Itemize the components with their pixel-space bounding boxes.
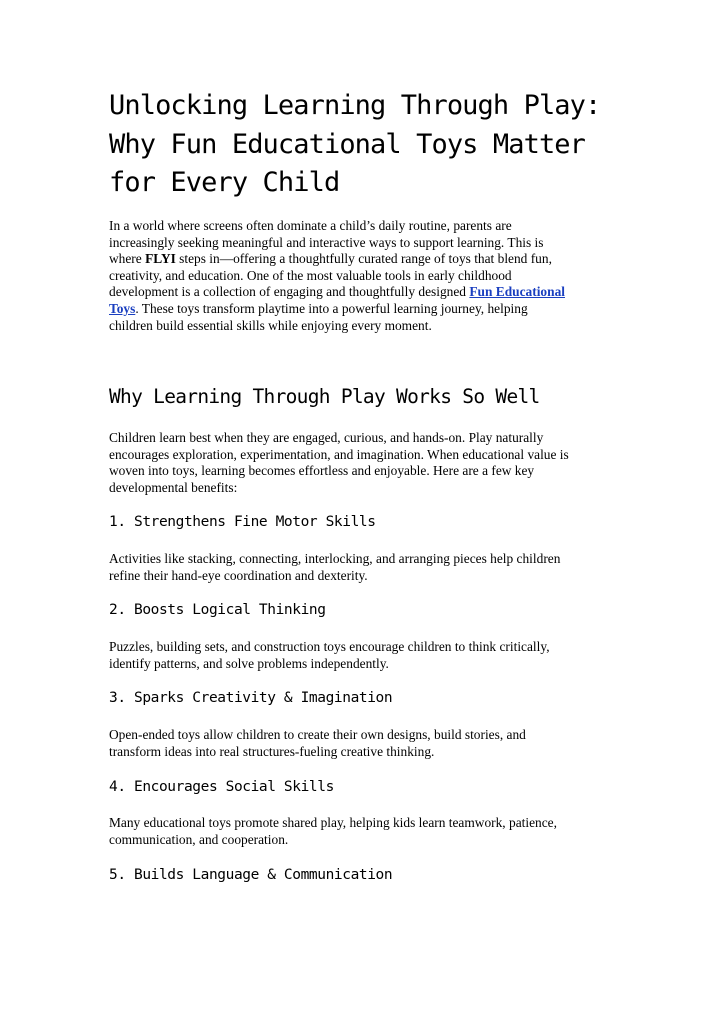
text-fragment: where <box>109 251 146 267</box>
benefit-paragraph <box>109 551 619 584</box>
title-line: for Every Child <box>109 167 340 198</box>
benefit-paragraph <box>109 727 619 760</box>
text-line: encourages exploration, experimentation, and imagination. When educational value is <box>109 446 569 462</box>
text-line: refine their hand-eye coordination and dexterity. <box>109 567 368 583</box>
benefit-paragraph <box>109 639 619 672</box>
title-line: Unlocking Learning Through Play: <box>109 90 601 121</box>
benefit-heading: 2. Boosts Logical Thinking <box>109 602 326 618</box>
text-line <box>109 301 619 318</box>
text-line: increasingly seeking meaningful and interactive ways to support learning. This is <box>109 234 544 250</box>
text-fragment: . These toys transform playtime into a powerful learning journey, helping <box>135 300 528 316</box>
benefit-heading: 1. Strengthens Fine Motor Skills <box>109 514 376 530</box>
benefit-heading: 3. Sparks Creativity & Imagination <box>109 690 393 706</box>
text-line: developmental benefits: <box>109 479 238 495</box>
intro-paragraph <box>109 218 619 334</box>
text-line: Many educational toys promote shared play, helping kids learn teamwork, patience, <box>109 815 557 830</box>
section-heading: Why Learning Through Play Works So Well <box>109 385 540 408</box>
text-line <box>109 251 619 268</box>
text-line: Activities like stacking, connecting, interlocking, and arranging pieces help children <box>109 551 561 566</box>
text-line: In a world where screens often dominate a child’s daily routine, parents are <box>109 218 512 233</box>
text-line: communication, and cooperation. <box>109 831 289 847</box>
text-line: identify patterns, and solve problems independently. <box>109 655 389 671</box>
text-fragment: development is a collection of engaging and thoughtfully designed <box>109 284 470 300</box>
text-line <box>109 284 619 301</box>
text-fragment: steps in—offering a thoughtfully curated range of toys that blend fun, <box>175 251 552 267</box>
title-line: Why Fun Educational Toys Matter <box>109 128 586 160</box>
benefit-heading: 5. Builds Language & Communication <box>109 867 393 883</box>
text-line: woven into toys, learning becomes effortless and enjoyable. Here are a few key <box>109 463 535 479</box>
section-paragraph <box>109 430 619 496</box>
text-line: Children learn best when they are engaged, curious, and hands-on. Play naturally <box>109 430 544 445</box>
text-line: Puzzles, building sets, and construction toys encourage children to think critically, <box>109 639 550 654</box>
text-line: transform ideas into real structures-fueling creative thinking. <box>109 743 435 759</box>
benefit-paragraph <box>109 815 619 848</box>
fun-educational-toys-link[interactable]: Fun Educational <box>469 284 565 300</box>
fun-educational-toys-link-continued[interactable]: Toys <box>109 300 136 316</box>
text-line: creativity, and education. One of the most valuable tools in early childhood <box>109 267 512 283</box>
page-title <box>109 87 629 203</box>
brand-name: FLYI <box>145 251 176 267</box>
text-line: children build essential skills while enjoying every moment. <box>109 317 432 333</box>
text-line: Open-ended toys allow children to create their own designs, build stories, and <box>109 727 526 742</box>
benefit-heading: 4. Encourages Social Skills <box>109 779 334 795</box>
